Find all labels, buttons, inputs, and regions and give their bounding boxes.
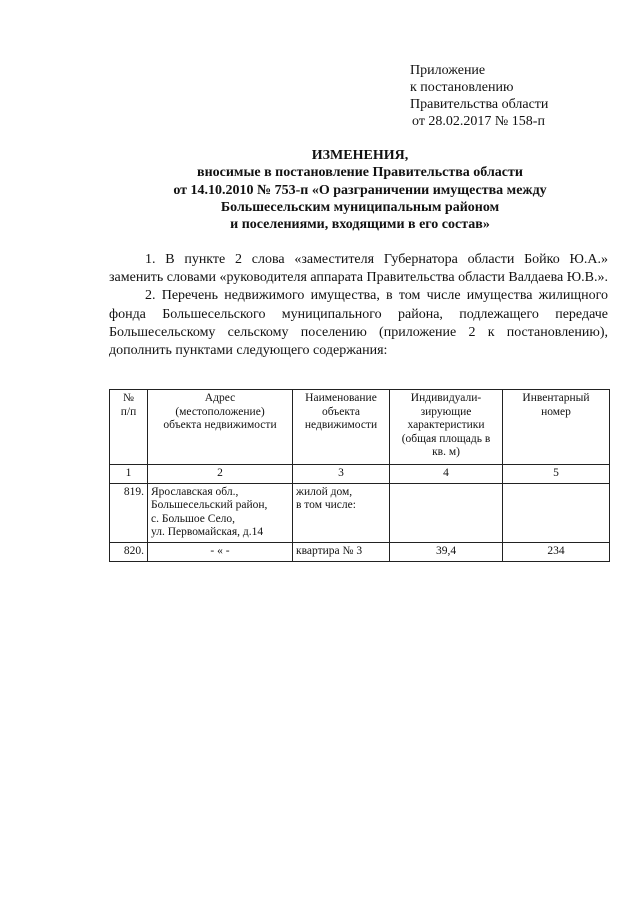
table-row [110, 542, 610, 561]
column-number: 3 [293, 465, 390, 484]
title-line: Большесельским муниципальным районом [220, 199, 500, 215]
row-characteristics: 39,4 [390, 542, 503, 561]
title-line: и поселениями, входящими в его состав» [230, 217, 490, 233]
row-inventory-number [503, 483, 610, 542]
paragraph-2: 2. Перечень недвижимого имущества, в том числе имущества жилищного фонда Большесельского муниципального района, подлежащего передаче Большесельскому сельскому поселению (приложение 2 к постановлению), дополнить пунктами следующего содержания: [109, 288, 608, 359]
document-title [100, 147, 620, 233]
column-number: 5 [503, 465, 610, 484]
column-number: 1 [110, 465, 148, 484]
row-num: 819. [110, 483, 148, 542]
header-num: № п/п [110, 390, 148, 465]
header-characteristics: Индивидуали- зирующие характеристики (общая площадь в кв. м) [390, 390, 503, 465]
header-inventory-number: Инвентарный номер [503, 390, 610, 465]
row-characteristics [390, 483, 503, 542]
appendix-block [410, 62, 548, 130]
title-line: от 14.10.2010 № 753-п «О разграничении имущества между [173, 182, 547, 198]
table-row [110, 483, 610, 542]
header-address: Адрес (местоположение) объекта недвижимости [148, 390, 293, 465]
property-table [109, 389, 610, 562]
column-number: 2 [148, 465, 293, 484]
row-num: 820. [110, 542, 148, 561]
appendix-line: к постановлению [410, 80, 514, 95]
title-line: вносимые в постановление Правительства области [197, 165, 523, 181]
header-name: Наименование объекта недвижимости [293, 390, 390, 465]
column-number: 4 [390, 465, 503, 484]
appendix-line: Приложение [410, 63, 486, 78]
row-address: Ярославская обл., Большесельский район, с. Большое Село, ул. Первомайская, д.14 [148, 483, 293, 542]
row-address: - « - [148, 542, 293, 561]
table-header-row [110, 390, 610, 465]
document-body [109, 251, 608, 360]
column-number-row [110, 465, 610, 484]
title-line: ИЗМЕНЕНИЯ, [311, 148, 409, 163]
row-name: квартира № 3 [293, 542, 390, 561]
appendix-line: от 28.02.2017 № 158-п [412, 114, 545, 129]
paragraph-1: 1. В пункте 2 слова «заместителя Губернатора области Бойко Ю.А.» заменить словами «руководителя аппарата Правительства области Валдаева Ю.В.». [109, 252, 608, 286]
row-inventory-number: 234 [503, 542, 610, 561]
appendix-line: Правительства области [410, 97, 549, 112]
row-name: жилой дом, в том числе: [293, 483, 390, 542]
